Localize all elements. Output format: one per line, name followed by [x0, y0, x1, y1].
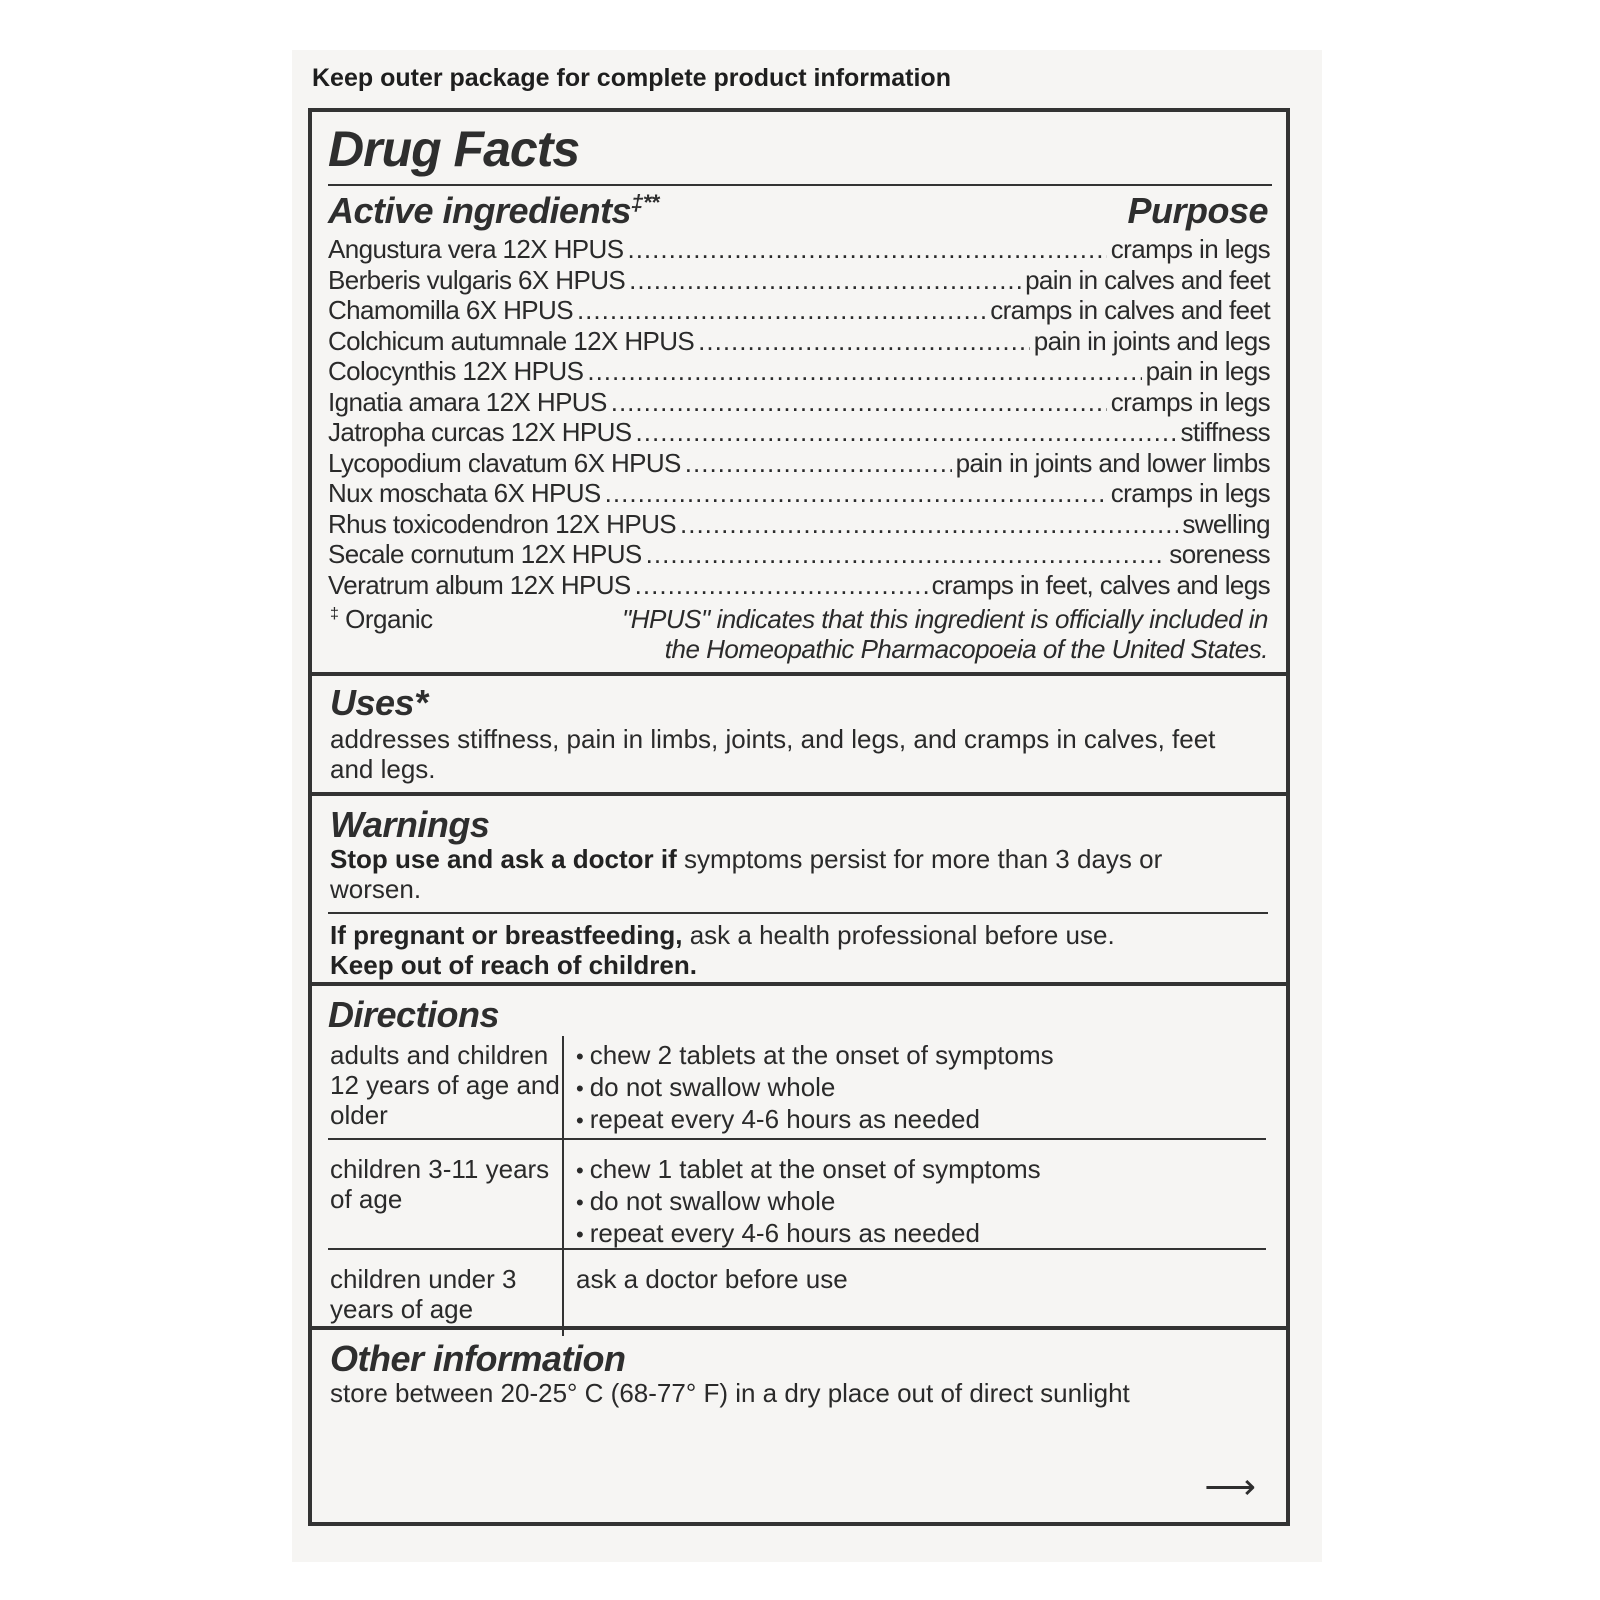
pregnancy-bold: If pregnant or breastfeeding, — [330, 920, 683, 950]
dot-leader — [577, 295, 986, 326]
ingredient-row — [328, 417, 1270, 448]
stop-use-bold: Stop use and ask a doctor if — [330, 844, 677, 874]
organic-note — [330, 604, 433, 635]
active-ingredients-heading-text: Active ingredients — [328, 190, 632, 231]
directions-who: children under 3 years of age — [328, 1250, 564, 1336]
drug-facts-card — [292, 50, 1322, 1562]
ingredient-name: Nux moschata 6X HPUS — [328, 478, 601, 508]
directions-who: adults and children 12 years of age and older — [328, 1036, 564, 1138]
uses-text: addresses stiffness, pain in limbs, joints, and legs, and cramps in calves, feet and legs. — [330, 724, 1216, 784]
ingredient-row — [328, 234, 1270, 265]
dot-leader — [611, 387, 1107, 418]
dot-leader — [646, 539, 1166, 570]
ingredient-purpose: cramps in legs — [1110, 386, 1270, 417]
ingredient-row — [328, 295, 1270, 326]
ingredient-purpose: pain in legs — [1145, 356, 1270, 386]
ingredient-name: Secale cornutum 12X HPUS — [328, 539, 642, 569]
ingredient-row — [328, 387, 1270, 418]
directions-text: ask a doctor before use — [576, 1264, 848, 1294]
ingredient-name: Berberis vulgaris 6X HPUS — [328, 264, 626, 295]
purpose-heading: Purpose — [1127, 190, 1268, 231]
right-arrow-icon: ⟶ — [1204, 1466, 1256, 1507]
ingredient-name: Ignatia amara 12X HPUS — [328, 386, 607, 417]
pregnancy-warning — [330, 920, 1256, 980]
directions-step: • do not swallow whole — [576, 1072, 1266, 1104]
hpus-note: "HPUS" indicates that this ingredient is officially included in the Homeopathic Pharmacopoeia of the United States. — [622, 604, 1268, 664]
ingredient-name: Colchicum autumnale 12X HPUS — [328, 325, 695, 356]
pregnancy-text: ask a health professional before use. — [682, 920, 1115, 950]
ingredient-purpose: cramps in legs — [1110, 478, 1270, 508]
warnings-heading: Warnings — [330, 804, 490, 845]
directions-table — [328, 1036, 1266, 1336]
dot-leader — [627, 234, 1106, 265]
heading-footnote-mark: ‡** — [631, 190, 659, 215]
directions-step: • chew 2 tablets at the onset of symptoms — [576, 1040, 1266, 1072]
ingredient-purpose: pain in calves and feet — [1025, 264, 1270, 295]
dot-leader — [636, 417, 1177, 448]
stop-use-text: symptoms persist for more than 3 days or worsen. — [330, 844, 1163, 904]
ingredient-list — [328, 234, 1270, 600]
drug-facts-title: Drug Facts — [328, 121, 580, 177]
dot-leader — [698, 326, 1030, 357]
ingredient-row — [328, 448, 1270, 479]
ingredient-row — [328, 326, 1270, 357]
directions-step: • repeat every 4-6 hours as needed — [576, 1104, 1266, 1136]
uses-heading: Uses* — [330, 682, 428, 723]
active-ingredients-heading — [328, 190, 659, 232]
directions-heading: Directions — [328, 994, 500, 1035]
children-warning: Keep out of reach of children. — [330, 950, 697, 980]
stop-use-warning — [330, 844, 1256, 904]
ingredient-purpose: cramps in feet, calves and legs — [931, 569, 1270, 600]
directions-section — [312, 986, 1286, 1326]
directions-step: • repeat every 4-6 hours as needed — [576, 1218, 1266, 1250]
ingredient-purpose: pain in joints and legs — [1033, 325, 1270, 356]
ingredient-row — [328, 356, 1270, 387]
directions-who: children 3-11 years of age — [328, 1140, 564, 1248]
directions-step: • do not swallow whole — [576, 1186, 1266, 1218]
ingredient-purpose: stiffness — [1180, 417, 1270, 447]
dot-leader — [587, 356, 1141, 387]
dot-leader — [605, 478, 1107, 509]
ingredient-name: Lycopodium clavatum 6X HPUS — [328, 447, 681, 478]
directions-steps — [564, 1140, 1266, 1248]
organic-mark: ‡ — [330, 605, 339, 623]
ingredient-name: Rhus toxicodendron 12X HPUS — [328, 508, 677, 539]
ingredient-row — [328, 570, 1270, 601]
ingredient-purpose: cramps in legs — [1110, 234, 1270, 264]
ingredient-name: Veratrum album 12X HPUS — [328, 569, 631, 600]
ingredient-name: Angustura vera 12X HPUS — [328, 234, 624, 264]
other-information-section — [312, 1330, 1286, 1526]
ingredient-row — [328, 539, 1270, 570]
other-information-heading: Other information — [330, 1338, 626, 1379]
ingredient-row — [328, 509, 1270, 540]
warnings-rule — [328, 912, 1268, 914]
drug-facts-panel — [308, 108, 1290, 1526]
ingredient-name: Colocynthis 12X HPUS — [328, 356, 584, 386]
directions-row-children-3-11 — [328, 1140, 1266, 1250]
ingredient-row — [328, 478, 1270, 509]
other-information-text: store between 20-25° C (68-77° F) in a dry place out of direct sunlight — [330, 1378, 1130, 1408]
ingredient-name: Chamomilla 6X HPUS — [328, 295, 573, 325]
title-rule — [328, 184, 1272, 186]
uses-section — [312, 676, 1286, 792]
organic-label: Organic — [345, 604, 433, 634]
ingredient-purpose: swelling — [1182, 508, 1270, 539]
dot-leader — [680, 509, 1178, 540]
ingredient-row — [328, 265, 1270, 296]
ingredient-purpose: cramps in calves and feet — [990, 295, 1270, 325]
dot-leader — [635, 570, 928, 601]
active-ingredients-section — [312, 112, 1286, 672]
ingredient-purpose: pain in joints and lower limbs — [955, 447, 1270, 478]
directions-row-under-3 — [328, 1250, 1266, 1336]
dot-leader — [629, 265, 1021, 296]
directions-steps — [564, 1036, 1266, 1138]
directions-row-adults — [328, 1036, 1266, 1140]
warnings-section — [312, 796, 1286, 982]
directions-step: • chew 1 tablet at the onset of symptoms — [576, 1154, 1266, 1186]
dot-leader — [685, 448, 952, 479]
top-note: Keep outer package for complete product information — [312, 64, 951, 92]
ingredient-name: Jatropha curcas 12X HPUS — [328, 417, 632, 447]
ingredient-purpose: soreness — [1169, 539, 1270, 569]
